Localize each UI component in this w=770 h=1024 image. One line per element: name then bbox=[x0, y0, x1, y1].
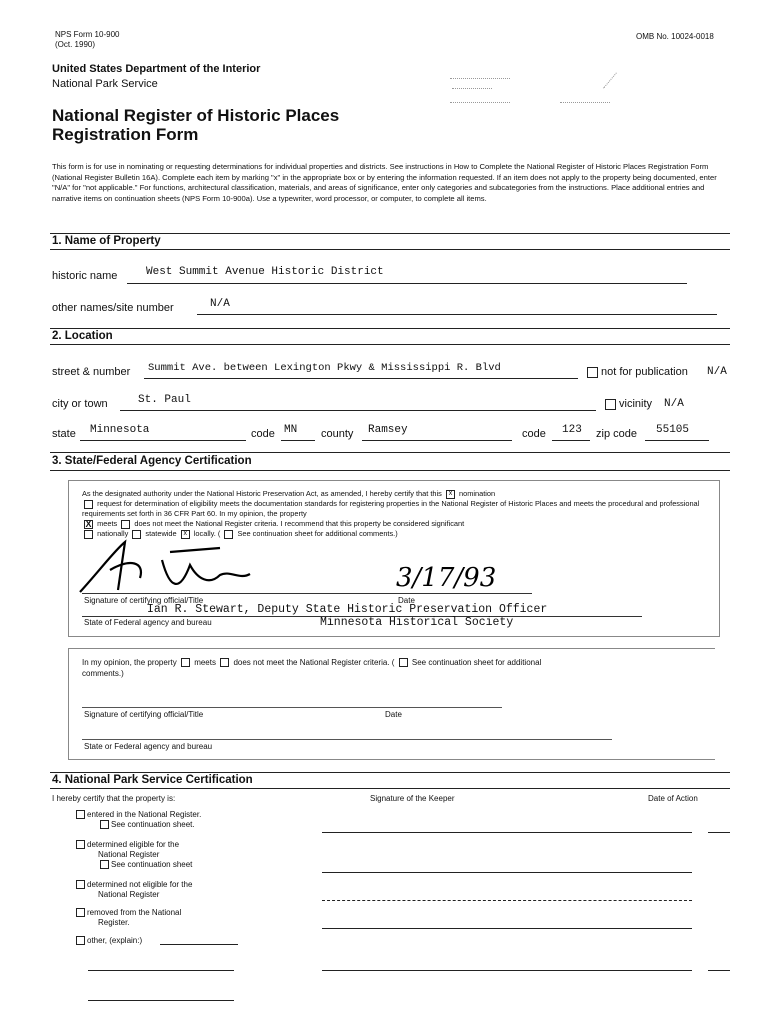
eligible-see-checkbox[interactable] bbox=[100, 860, 109, 869]
agency2-label: State or Federal agency and bureau bbox=[84, 742, 213, 751]
nationally-label: nationally bbox=[97, 529, 129, 538]
section-underline bbox=[50, 470, 730, 471]
opinion-does-not-checkbox[interactable] bbox=[220, 658, 229, 667]
not-for-publication-checkbox[interactable] bbox=[587, 367, 598, 378]
entered-label: entered in the National Register. bbox=[87, 810, 202, 819]
request-checkbox[interactable] bbox=[84, 500, 93, 509]
signature-label: Signature of certifying official/Title bbox=[84, 596, 204, 605]
zip-label: zip code bbox=[596, 428, 637, 440]
not-for-publication-value: N/A bbox=[707, 366, 727, 378]
vicinity-checkbox[interactable] bbox=[605, 399, 616, 410]
cert-para-1: As the designated authority under the National Historic Preservation Act, as amended, I hereby certify that this bbox=[82, 489, 442, 498]
city-label: city or town bbox=[52, 398, 108, 410]
agency-label: State of Federal agency and bureau bbox=[84, 618, 212, 627]
agency2-line bbox=[82, 739, 612, 740]
opinion-text: In my opinion, the property bbox=[82, 658, 177, 667]
not-eligible-label: determined not eligible for the bbox=[87, 880, 193, 889]
state-field[interactable]: Minnesota bbox=[90, 424, 150, 436]
state-line bbox=[80, 440, 246, 441]
opinion-does-not-label: does not meet the National Register criteria. ( bbox=[233, 658, 395, 667]
see-continuation-label: See continuation sheet for additional comments.) bbox=[237, 529, 398, 538]
entered-see-label: See continuation sheet. bbox=[111, 820, 195, 829]
opinion-see-label: See continuation sheet for additional bbox=[411, 658, 542, 667]
meets-checkbox[interactable]: X bbox=[85, 518, 92, 529]
other-explain-line-3[interactable] bbox=[88, 1000, 234, 1001]
opinion-meets-label: meets bbox=[194, 658, 216, 667]
keeper-line-5 bbox=[322, 970, 692, 971]
state-code-label: code bbox=[251, 428, 275, 440]
received-stamp bbox=[450, 76, 630, 106]
nps-other bbox=[74, 936, 142, 946]
county-line bbox=[362, 440, 512, 441]
other-explain-line[interactable] bbox=[160, 944, 238, 945]
section-divider bbox=[50, 452, 730, 453]
other-names-line bbox=[197, 314, 717, 315]
does-not-meet-checkbox[interactable] bbox=[121, 520, 130, 529]
section-3-heading: 3. State/Federal Agency Certification bbox=[52, 455, 252, 467]
signature-date-handwritten bbox=[392, 558, 502, 592]
signature-line bbox=[82, 593, 532, 594]
action-date-label: Date of Action bbox=[648, 794, 698, 803]
action-line-5 bbox=[708, 970, 730, 971]
opinion-see-checkbox[interactable] bbox=[399, 658, 408, 667]
state-code-line bbox=[281, 440, 315, 441]
nomination-checkbox[interactable]: x bbox=[446, 490, 455, 499]
date2-label: Date bbox=[385, 710, 402, 719]
locally-checkbox[interactable]: x bbox=[181, 530, 190, 539]
nps-removed bbox=[74, 908, 181, 928]
section-divider bbox=[50, 772, 730, 773]
signature-date: 3/17/93 bbox=[396, 563, 497, 592]
other-explain-line-2[interactable] bbox=[88, 970, 234, 971]
not-eligible-checkbox[interactable] bbox=[76, 880, 85, 889]
removed-label: removed from the National bbox=[87, 908, 182, 917]
action-line-1 bbox=[708, 832, 730, 833]
section-underline bbox=[50, 344, 730, 345]
nomination-label: nomination bbox=[459, 489, 496, 498]
county-field[interactable]: Ramsey bbox=[368, 424, 408, 436]
entered-see-checkbox[interactable] bbox=[100, 820, 109, 829]
other-names-field[interactable]: N/A bbox=[210, 298, 230, 310]
section-underline bbox=[50, 788, 730, 789]
other-label: other, (explain:) bbox=[87, 936, 143, 945]
does-not-meet-label: does not meet the National Register criteria. I recommend that this property be considered significant bbox=[134, 519, 465, 528]
service: National Park Service bbox=[52, 78, 158, 90]
street-label: street & number bbox=[52, 366, 131, 378]
signature2-label: Signature of certifying official/Title bbox=[84, 710, 204, 719]
section-divider bbox=[50, 233, 730, 234]
other-checkbox[interactable] bbox=[76, 936, 85, 945]
eligible-checkbox[interactable] bbox=[76, 840, 85, 849]
state-label: state bbox=[52, 428, 76, 440]
form-number: NPS Form 10-900 bbox=[55, 30, 120, 39]
form-title-1: National Register of Historic Places bbox=[52, 106, 340, 125]
other-names-label: other names/site number bbox=[52, 302, 174, 314]
nps-eligible bbox=[74, 840, 192, 870]
vicinity-label: vicinity bbox=[619, 398, 653, 410]
keeper-line-3 bbox=[322, 900, 692, 901]
removed-label-2: Register. bbox=[98, 918, 130, 927]
city-field[interactable]: St. Paul bbox=[138, 394, 191, 406]
keeper-line-1 bbox=[322, 832, 692, 833]
removed-checkbox[interactable] bbox=[76, 908, 85, 917]
eligible-label: determined eligible for the bbox=[87, 840, 180, 849]
street-field[interactable]: Summit Ave. between Lexington Pkwy & Mississippi R. Blvd bbox=[148, 362, 501, 374]
section-underline bbox=[50, 249, 730, 250]
keeper-label: Signature of the Keeper bbox=[370, 794, 455, 803]
keeper-line-4 bbox=[322, 928, 692, 929]
signature2-line bbox=[82, 707, 502, 708]
historic-name-label: historic name bbox=[52, 270, 118, 282]
date-label: Date bbox=[398, 596, 415, 605]
cert-para-2: request for determination of eligibility meets the documentation standards for registering properties in the National Register of Historic Places and meets the procedural and professional requirements set forth in 36 CFR Part 60. In my opinion, the property bbox=[82, 499, 700, 518]
section-4-heading: 4. National Park Service Certification bbox=[52, 774, 253, 786]
county-label: county bbox=[321, 428, 354, 440]
not-for-publication[interactable] bbox=[584, 366, 688, 378]
section-divider bbox=[50, 328, 730, 329]
keeper-line-2 bbox=[322, 872, 692, 873]
street-line bbox=[144, 378, 578, 379]
form-date: (Oct. 1990) bbox=[55, 40, 96, 49]
opinion-meets-checkbox[interactable] bbox=[181, 658, 190, 667]
nps-entered bbox=[74, 810, 201, 830]
vicinity[interactable] bbox=[602, 398, 652, 410]
nps-not-eligible bbox=[74, 880, 192, 900]
official-signature bbox=[70, 530, 290, 600]
not-for-publication-label: not for publication bbox=[601, 366, 688, 378]
eligible-see-label: See continuation sheet bbox=[111, 860, 193, 869]
zip-line bbox=[645, 440, 709, 441]
vicinity-value: N/A bbox=[664, 398, 684, 410]
historic-name-line bbox=[127, 283, 687, 284]
county-code-line bbox=[552, 440, 590, 441]
meets-label: meets bbox=[97, 519, 118, 528]
zip-field[interactable]: 55105 bbox=[656, 424, 690, 436]
eligible-label-2: National Register bbox=[98, 850, 160, 859]
opinion-line bbox=[82, 658, 541, 667]
county-code-label: code bbox=[522, 428, 546, 440]
historic-name-field[interactable]: West Summit Avenue Historic District bbox=[146, 266, 384, 278]
certify-text: I hereby certify that the property is: bbox=[52, 794, 176, 803]
county-code-field[interactable]: 123 bbox=[562, 424, 582, 436]
entered-checkbox[interactable] bbox=[76, 810, 85, 819]
section-2-heading: 2. Location bbox=[52, 330, 113, 342]
opinion-comments: comments.) bbox=[82, 669, 124, 678]
department: United States Department of the Interior bbox=[52, 63, 261, 75]
city-line bbox=[120, 410, 596, 411]
not-eligible-label-2: National Register bbox=[98, 890, 160, 899]
locally-label: locally. ( bbox=[193, 529, 221, 538]
omb-number: OMB No. 10024-0018 bbox=[636, 32, 714, 41]
intro-text: This form is for use in nominating or requesting determinations for individual properties and districts. See instructions in How to Complete the National Register of Historic Places Registration Form (National Register Bulletin 16A). Complete each item by marking "x" in the appropriate box or by entering the information requested. If an item does not apply to the property being documented, enter "N/A" for "not applicable." For functions, architectural classification, materials, and areas of significance, enter only categories and subcategories from the instructions. Place additional entries and narrative items on continuation sheets (NPS Form 10-900a). Use a typewriter, word processor, or computer, to complete all items. bbox=[52, 162, 717, 203]
statewide-label: statewide bbox=[145, 529, 177, 538]
state-code-field[interactable]: MN bbox=[284, 424, 298, 436]
form-title-2: Registration Form bbox=[52, 125, 199, 144]
section-1-heading: 1. Name of Property bbox=[52, 235, 161, 247]
agency-field[interactable]: Minnesota Historical Society bbox=[320, 616, 514, 629]
official-name[interactable]: Ian R. Stewart, Deputy State Historic Preservation Officer bbox=[147, 603, 548, 616]
